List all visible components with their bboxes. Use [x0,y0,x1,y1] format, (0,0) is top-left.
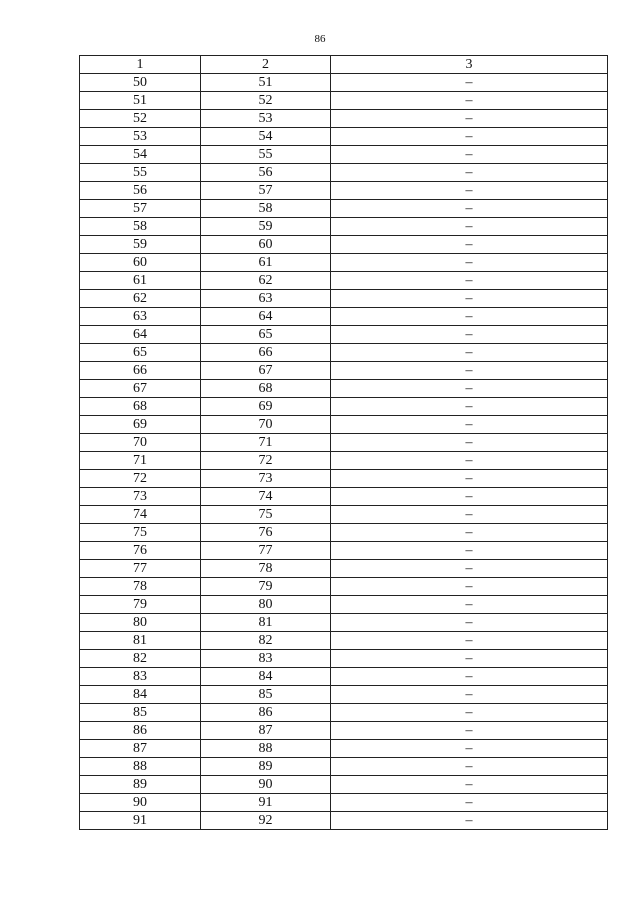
column-header-2: 2 [201,56,331,74]
table-row [80,218,608,236]
cell-col-2: 83 [201,650,331,668]
table-row [80,326,608,344]
table-row [80,506,608,524]
cell-col-1: 89 [80,776,201,794]
cell-col-3: – [331,686,608,704]
table-row [80,470,608,488]
cell-col-2: 71 [201,434,331,452]
cell-col-2: 56 [201,164,331,182]
cell-col-1: 59 [80,236,201,254]
cell-col-3: – [331,128,608,146]
page-number: 86 [314,33,326,45]
table-row [80,524,608,542]
cell-col-3: – [331,398,608,416]
cell-col-1: 91 [80,812,201,830]
table-row [80,344,608,362]
cell-col-2: 75 [201,506,331,524]
cell-col-2: 86 [201,704,331,722]
table-row [80,416,608,434]
cell-col-3: – [331,596,608,614]
table-row [80,290,608,308]
cell-col-3: – [331,434,608,452]
cell-col-1: 82 [80,650,201,668]
cell-col-2: 84 [201,668,331,686]
cell-col-3: – [331,542,608,560]
cell-col-2: 80 [201,596,331,614]
cell-col-3: – [331,326,608,344]
cell-col-2: 79 [201,578,331,596]
cell-col-3: – [331,758,608,776]
table-row [80,452,608,470]
cell-col-1: 86 [80,722,201,740]
cell-col-1: 52 [80,110,201,128]
cell-col-2: 63 [201,290,331,308]
cell-col-2: 88 [201,740,331,758]
cell-col-2: 51 [201,74,331,92]
cell-col-3: – [331,380,608,398]
table-row [80,596,608,614]
cell-col-1: 50 [80,74,201,92]
table-row [80,812,608,830]
cell-col-3: – [331,308,608,326]
table-row [80,74,608,92]
cell-col-2: 59 [201,218,331,236]
cell-col-3: – [331,704,608,722]
table-row [80,776,608,794]
cell-col-1: 62 [80,290,201,308]
cell-col-3: – [331,506,608,524]
cell-col-2: 52 [201,92,331,110]
table-row [80,686,608,704]
table-row [80,560,608,578]
cell-col-1: 79 [80,596,201,614]
table-row [80,668,608,686]
cell-col-2: 90 [201,776,331,794]
cell-col-1: 70 [80,434,201,452]
table-row [80,578,608,596]
cell-col-1: 63 [80,308,201,326]
table-row [80,308,608,326]
table-row [80,254,608,272]
cell-col-2: 87 [201,722,331,740]
table-row [80,128,608,146]
cell-col-2: 77 [201,542,331,560]
table-header-row [80,56,608,74]
cell-col-3: – [331,776,608,794]
cell-col-1: 67 [80,380,201,398]
table-row [80,380,608,398]
cell-col-3: – [331,452,608,470]
cell-col-3: – [331,74,608,92]
cell-col-1: 87 [80,740,201,758]
cell-col-2: 62 [201,272,331,290]
cell-col-1: 53 [80,128,201,146]
cell-col-2: 91 [201,794,331,812]
cell-col-2: 65 [201,326,331,344]
cell-col-2: 70 [201,416,331,434]
cell-col-1: 72 [80,470,201,488]
table-row [80,146,608,164]
cell-col-3: – [331,200,608,218]
table-body [80,74,608,830]
cell-col-2: 64 [201,308,331,326]
table-row [80,362,608,380]
cell-col-2: 68 [201,380,331,398]
cell-col-2: 82 [201,632,331,650]
cell-col-1: 51 [80,92,201,110]
cell-col-1: 61 [80,272,201,290]
cell-col-3: – [331,92,608,110]
cell-col-1: 73 [80,488,201,506]
cell-col-1: 83 [80,668,201,686]
table-row [80,110,608,128]
cell-col-3: – [331,614,608,632]
cell-col-2: 58 [201,200,331,218]
cell-col-1: 85 [80,704,201,722]
table-row [80,200,608,218]
table-row [80,92,608,110]
cell-col-3: – [331,794,608,812]
cell-col-2: 85 [201,686,331,704]
cell-col-3: – [331,578,608,596]
cell-col-1: 84 [80,686,201,704]
cell-col-3: – [331,362,608,380]
cell-col-2: 69 [201,398,331,416]
cell-col-2: 54 [201,128,331,146]
table-row [80,722,608,740]
table-row [80,794,608,812]
cell-col-1: 64 [80,326,201,344]
cell-col-2: 53 [201,110,331,128]
cell-col-2: 73 [201,470,331,488]
table-row [80,434,608,452]
table-row [80,614,608,632]
cell-col-2: 81 [201,614,331,632]
cell-col-3: – [331,254,608,272]
cell-col-1: 57 [80,200,201,218]
cell-col-1: 77 [80,560,201,578]
table-row [80,272,608,290]
cell-col-1: 88 [80,758,201,776]
cell-col-3: – [331,668,608,686]
cell-col-2: 67 [201,362,331,380]
table-row [80,182,608,200]
cell-col-3: – [331,632,608,650]
table-row [80,164,608,182]
cell-col-3: – [331,344,608,362]
cell-col-2: 78 [201,560,331,578]
cell-col-1: 58 [80,218,201,236]
cell-col-1: 80 [80,614,201,632]
cell-col-3: – [331,488,608,506]
cell-col-2: 66 [201,344,331,362]
table-row [80,758,608,776]
cell-col-1: 56 [80,182,201,200]
table-row [80,542,608,560]
cell-col-1: 66 [80,362,201,380]
table-row [80,632,608,650]
cell-col-3: – [331,722,608,740]
cell-col-1: 55 [80,164,201,182]
cell-col-2: 60 [201,236,331,254]
column-header-3: 3 [331,56,608,74]
cell-col-1: 76 [80,542,201,560]
cell-col-1: 60 [80,254,201,272]
table-row [80,650,608,668]
cell-col-3: – [331,236,608,254]
cell-col-1: 65 [80,344,201,362]
cell-col-1: 75 [80,524,201,542]
cell-col-3: – [331,812,608,830]
cell-col-2: 89 [201,758,331,776]
cell-col-1: 78 [80,578,201,596]
cell-col-3: – [331,650,608,668]
cell-col-3: – [331,470,608,488]
cell-col-2: 74 [201,488,331,506]
table-row [80,740,608,758]
cell-col-2: 72 [201,452,331,470]
cell-col-2: 57 [201,182,331,200]
cell-col-1: 71 [80,452,201,470]
column-header-1: 1 [80,56,201,74]
cell-col-3: – [331,164,608,182]
cell-col-3: – [331,290,608,308]
cell-col-3: – [331,560,608,578]
cell-col-3: – [331,740,608,758]
cell-col-3: – [331,218,608,236]
cell-col-3: – [331,110,608,128]
cell-col-1: 81 [80,632,201,650]
cell-col-2: 61 [201,254,331,272]
table-row [80,488,608,506]
cell-col-1: 54 [80,146,201,164]
cell-col-1: 69 [80,416,201,434]
cell-col-2: 76 [201,524,331,542]
cell-col-3: – [331,182,608,200]
table-row [80,704,608,722]
cell-col-1: 68 [80,398,201,416]
data-table [79,55,608,830]
table-row [80,398,608,416]
cell-col-3: – [331,416,608,434]
table-row [80,236,608,254]
cell-col-3: – [331,272,608,290]
cell-col-1: 90 [80,794,201,812]
cell-col-2: 92 [201,812,331,830]
cell-col-3: – [331,146,608,164]
cell-col-2: 55 [201,146,331,164]
cell-col-3: – [331,524,608,542]
cell-col-1: 74 [80,506,201,524]
